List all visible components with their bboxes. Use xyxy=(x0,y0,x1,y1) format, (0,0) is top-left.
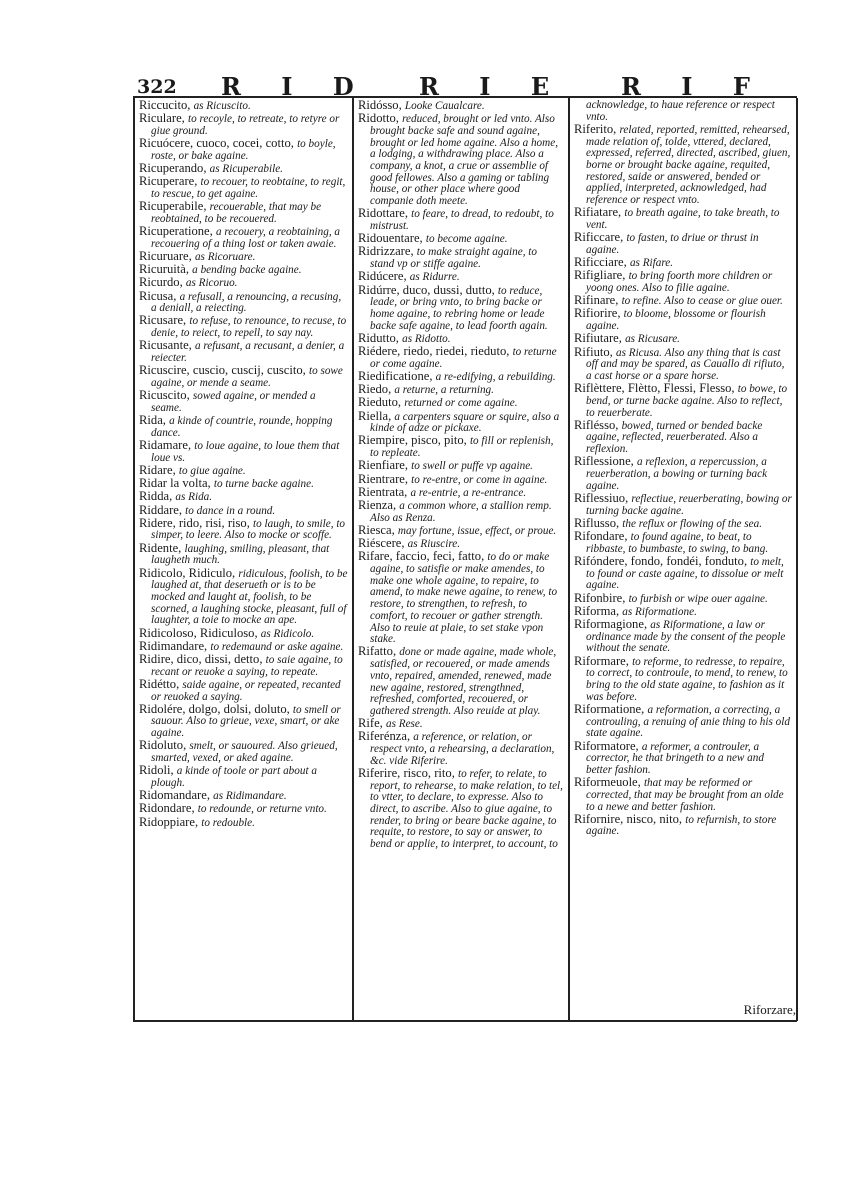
definition: as Riformatione. xyxy=(622,605,697,618)
headword: Ricuscire, cuscio, cuscij, cuscito, xyxy=(139,363,309,378)
dictionary-entry xyxy=(574,653,792,704)
definition: to refurnish, to store againe. xyxy=(586,813,777,838)
outer-rule-right xyxy=(796,98,798,1021)
text-column-1 xyxy=(139,100,348,1016)
column-heading-rid: R I D xyxy=(221,72,370,101)
headword: Ricuperatione, xyxy=(139,224,216,239)
headword: Riflessiuo, xyxy=(574,491,632,505)
headword: Rifonbire, xyxy=(574,590,629,605)
headword: Rife, xyxy=(358,716,386,731)
headword: Riformagione, xyxy=(574,617,651,632)
definition: to fill or replenish, to repleate. xyxy=(370,435,554,460)
definition: as Ricusa. Also any thing that is cast off and may be spared, as Cauallo di rifiuto, a cast horse or a spare horse. xyxy=(586,346,785,382)
dictionary-entry xyxy=(139,138,348,162)
definition: saide againe, or repeated, recanted or reuoked a saying. xyxy=(151,678,341,703)
definition: reduced, brought or led vnto. Also brought backe safe and sound againe, brought or led home againe. Also a home, a lodging, a withdrawing place. Also a company, a knot, a crue or assemblie of good fellowes. Also a gaming or tabling house, or other place where good companie doth meete. xyxy=(370,113,558,208)
header-rule xyxy=(133,96,797,98)
headword: Ricuruità, xyxy=(139,262,193,277)
dictionary-entry xyxy=(139,676,348,703)
headword: Rifinare, xyxy=(574,293,622,308)
headword: Rienfiare, xyxy=(358,458,412,473)
dictionary-entry xyxy=(358,113,564,208)
headword: Ridottare, xyxy=(358,206,412,221)
definition: as Rida. xyxy=(175,491,213,504)
dictionary-entry xyxy=(358,435,564,459)
headword: Riculare, xyxy=(139,111,188,126)
definition: to turne backe againe. xyxy=(213,478,314,491)
definition: to laugh, to smile, to simper, to leere. Also to mocke or scoffe. xyxy=(151,517,346,542)
definition: sowed againe, or mended a seame. xyxy=(151,390,316,414)
dictionary-entry xyxy=(358,500,564,524)
dictionary-entry xyxy=(574,556,792,592)
definition: a reference, or relation, or respect vnto, a rehearsing, a declaration, &c. vide Riferire. xyxy=(370,731,555,767)
headword: Riella, xyxy=(358,408,395,423)
dictionary-entry xyxy=(358,246,564,270)
definition: related, reported, remitted, rehearsed, made relation of, tolde, vttered, declared, expressed, referred, directed, ascribed, giuen, borne or brought backe againe, requited, restored, saide or answered, bended or applied, interpreted, acknowledged, had reference or respect vnto. xyxy=(586,123,791,207)
dictionary-entry xyxy=(139,701,348,740)
headword: Ridutto, xyxy=(358,330,403,345)
definition: to do or make againe, to satisfie or make amendes, to make one whole againe, to repaire, to amend, to make newe againe, to renew, to restore, to strengthen, to refresh, to comfort, to recouer or gather strength. Also to reuie at plaie, to set stake vpon stake. xyxy=(370,551,558,646)
text-column-3 xyxy=(574,100,792,1016)
headword: Riferire, risco, rito, xyxy=(358,765,459,780)
headword: Ridar la volta, xyxy=(139,476,214,491)
definition: a refusant, a recusant, a denier, a reiecter. xyxy=(151,340,345,365)
dictionary-entry xyxy=(358,208,564,232)
text-column-2 xyxy=(358,100,564,1016)
definition: as Ricoruare. xyxy=(194,250,256,263)
headword: Rienza, xyxy=(358,498,400,512)
definition: to loue againe, to loue them that loue vs. xyxy=(151,439,340,464)
definition: done or made againe, made whole, satisfied, or recouered, or made amends vnto, repaired, amended, renewed, made new againe, restored, strengthned, refreshed, comforted, recouered, or gathered strength. Also reuide at play. xyxy=(370,646,557,717)
definition: acknowledge, to haue reference or respect vnto. xyxy=(586,100,775,123)
headword: Ridúrre, duco, dussi, dutto, xyxy=(358,282,498,297)
headword: Ridire, dico, dissi, detto, xyxy=(139,651,266,666)
dictionary-entry xyxy=(574,619,792,655)
definition: to sowe againe, or mende a seame. xyxy=(151,365,343,389)
headword: Ridotto, xyxy=(358,111,403,126)
definition: as Riformatione, a law or ordinance made by the consent of the people without the senate. xyxy=(586,619,786,655)
headword: Ridicolo, Ridiculo, xyxy=(139,565,239,580)
headword: Rifare, faccio, feci, fatto, xyxy=(358,549,488,564)
definition: to breath againe, to take breath, to vent. xyxy=(586,207,780,232)
definition: to redounde, or returne vnto. xyxy=(197,803,327,816)
definition: to re-entre, or come in againe. xyxy=(411,473,548,486)
headword: Ridomandare, xyxy=(139,788,214,803)
definition: ridiculous, foolish, to be laughed at, that deserueth or is to be mocked and laught at, foolish, to be scorned, a laughing stocke, pleasant, full of laughter, a toie to mocke an ape. xyxy=(151,567,348,627)
definition: a common whore, a stallion remp. Also as Renza. xyxy=(370,500,552,524)
dictionary-entry xyxy=(574,456,792,492)
dictionary-entry xyxy=(139,651,348,678)
definition: to redemaund or aske againe. xyxy=(210,640,344,653)
dictionary-entry xyxy=(139,288,348,315)
headword: Rifiuto, xyxy=(574,344,616,359)
definition: as Ridotto. xyxy=(402,332,451,345)
definition: a reformer, a controuler, a corrector, he that bringeth to a new and better fashion. xyxy=(586,740,764,776)
dictionary-entry xyxy=(574,121,792,207)
headword: Riflésso, xyxy=(574,417,622,432)
definition: to bring foorth more children or yoong ones. Also to filie againe. xyxy=(586,270,773,295)
headword: Ridrizzare, xyxy=(358,244,417,259)
dictionary-entry xyxy=(574,417,792,456)
headword: Riéscere, xyxy=(358,536,408,551)
headword: Ricusa, xyxy=(139,288,180,303)
definition: to giue againe. xyxy=(178,464,246,477)
definition: as Ricuperabile. xyxy=(209,163,283,176)
dictionary-entry xyxy=(139,540,348,567)
definition: smelt, or sauoured. Also grieued, smarted, vexed, or aked againe. xyxy=(151,740,338,765)
definition: a re-edifying, a rebuilding. xyxy=(435,370,556,383)
headword: Rifiatare, xyxy=(574,205,625,220)
headword: Ricuperando, xyxy=(139,161,210,176)
dictionary-entry xyxy=(574,100,792,123)
dictionary-entry xyxy=(574,777,792,813)
definition: to fasten, to driue or thrust in againe. xyxy=(586,232,759,256)
headword: Ridúcere, xyxy=(358,269,410,284)
headword: Rientrata, xyxy=(358,484,411,499)
dictionary-entry xyxy=(574,531,792,555)
definition: as Ridurre. xyxy=(409,271,460,284)
headword: Ridétto, xyxy=(139,676,183,691)
headword: Riesca, xyxy=(358,522,398,537)
definition: to swell or puffe vp againe. xyxy=(411,460,533,473)
dictionary-entry xyxy=(139,415,348,439)
definition: to returne or come againe. xyxy=(370,346,557,370)
definition: to feare, to dread, to redoubt, to mistrust. xyxy=(370,208,554,233)
headword: Rida, xyxy=(139,413,170,428)
headword: Riddare, xyxy=(139,502,186,517)
definition: to furbish or wipe ouer againe. xyxy=(628,592,768,605)
dictionary-entry xyxy=(574,308,792,332)
definition: as Ridimandare. xyxy=(213,790,287,803)
definition: reflectiue, reuerberating, bowing or turning backe againe. xyxy=(586,493,792,517)
headword: Ridondare, xyxy=(139,801,198,816)
definition: to reduce, leade, or bring vnto, to bring backe or home againe, to rebring home or leade backe safe againe, to lead foorth again. xyxy=(370,284,548,332)
dictionary-entry xyxy=(139,565,348,628)
definition: as Rifare. xyxy=(629,257,674,270)
dictionary-entry xyxy=(358,282,564,333)
headword: Ridda, xyxy=(139,489,176,504)
definition: a returne, a returning. xyxy=(394,384,494,397)
headword: Riformeuole, xyxy=(574,775,644,790)
headword: Riformatore, xyxy=(574,738,642,753)
headword: Ricuruare, xyxy=(139,248,195,263)
catchword: Riforzare, xyxy=(743,1002,796,1017)
headword: Rificciare, xyxy=(574,255,630,270)
headword: Ridoluto, xyxy=(139,738,190,753)
dictionary-entry xyxy=(139,515,348,542)
definition: to recoyle, to retreate, to retyre or giue ground. xyxy=(151,113,340,137)
headword: Riferito, xyxy=(574,121,620,136)
definition: to bowe, to bend, or turne backe againe. Also to reflect, to reuerberate. xyxy=(586,383,788,419)
headword: Rifiorire, xyxy=(574,306,624,321)
headword: Ridoli, xyxy=(139,763,177,778)
headword: Ridente, xyxy=(139,540,185,555)
definition: to refuse, to renounce, to recuse, to denie, to reiect, to repell, to say nay. xyxy=(151,315,347,340)
headword: Riflessione, xyxy=(574,454,637,469)
definition: as Ricusare. xyxy=(625,333,680,346)
headword: Riflèttere, Flètto, Flessi, Flesso, xyxy=(574,381,738,396)
headword: Ridimandare, xyxy=(139,638,211,653)
headword: Rieduto, xyxy=(358,395,405,410)
definition: a re-entrie, a re-entrance. xyxy=(410,486,527,499)
dictionary-entry xyxy=(574,493,792,517)
dictionary-entry xyxy=(358,346,564,370)
headword: Riedo, xyxy=(358,382,395,397)
definition: a reformation, a correcting, a controuling, a renuing of anie thing to his old state againe. xyxy=(586,703,790,740)
headword: Riforma, xyxy=(574,603,623,618)
headword: Ricuperare, xyxy=(139,174,201,189)
dictionary-entry xyxy=(139,437,348,464)
headword: Ricuócere, cuoco, cocei, cotto, xyxy=(139,136,298,151)
dictionary-entry xyxy=(574,383,792,419)
headword: Rifondare, xyxy=(574,529,631,544)
headword: Ricuscito, xyxy=(139,388,193,403)
definition: to become againe. xyxy=(425,233,508,246)
headword: Rificcare, xyxy=(574,230,627,245)
definition: as Ridicolo. xyxy=(260,627,315,640)
definition: to recouer, to reobtaine, to regit, to rescue, to get againe. xyxy=(151,176,346,200)
definition: a recouery, a reobtaining, a recouering of a thing lost or taken awaie. xyxy=(151,226,341,250)
dictionary-entry xyxy=(574,701,792,740)
definition: a refusall, a renouncing, a recusing, a deniall, a reiecting. xyxy=(151,290,342,315)
definition: to redouble. xyxy=(201,816,255,829)
headword: Rifatto, xyxy=(358,644,400,659)
dictionary-entry xyxy=(574,232,792,256)
headword: Ricurdo, xyxy=(139,275,186,290)
dictionary-entry xyxy=(574,811,792,838)
definition: a reflexion, a repercussion, a reuerberation, a bowing or turning back againe. xyxy=(586,456,768,492)
headword: Ridósso, xyxy=(358,100,405,112)
dictionary-entry xyxy=(139,201,348,225)
dictionary-entry xyxy=(574,207,792,231)
definition: as Rese. xyxy=(385,718,423,731)
definition: to refine. Also to cease or giue ouer. xyxy=(621,295,783,308)
dictionary-entry xyxy=(139,226,348,250)
headword: Ricusante, xyxy=(139,338,195,353)
dictionary-entry xyxy=(139,340,348,364)
definition: that may be reformed or corrected, that may be brought from an olde to a newe and better fashion. xyxy=(586,777,784,813)
headword: Ricuperabile, xyxy=(139,199,210,214)
headword: Riformatione, xyxy=(574,701,648,716)
column-heading-rie: R I E xyxy=(419,72,566,101)
headword: Ridicoloso, Ridiculoso, xyxy=(139,625,261,640)
definition: as Ricuscito. xyxy=(193,100,251,112)
dictionary-entry xyxy=(574,344,792,383)
dictionary-entry xyxy=(139,765,348,789)
outer-rule-left xyxy=(133,98,135,1021)
headword: Rientrare, xyxy=(358,471,412,486)
dictionary-entry xyxy=(139,365,348,389)
definition: recouerable, that may be reobtained, to be recouered. xyxy=(151,201,322,225)
definition: the reflux or flowing of the sea. xyxy=(622,517,763,530)
definition: to boyle, roste, or bake againe. xyxy=(151,138,336,162)
dictionary-entry xyxy=(574,738,792,777)
headword: Rifigliare, xyxy=(574,268,629,283)
definition: as Riuscire. xyxy=(407,538,461,551)
headword: Rifiutare, xyxy=(574,331,626,346)
definition: a kinde of toole or part about a plough. xyxy=(151,765,317,789)
definition: bowed, turned or bended backe againe, reflected, reuerberated. Also a reflexion. xyxy=(586,419,763,456)
dictionary-entry xyxy=(358,646,564,717)
headword: Riccucito, xyxy=(139,100,194,112)
headword: Riempire, pisco, pito, xyxy=(358,433,470,448)
definition: to found againe, to beat, to ribbaste, to bumbaste, to swing, to bang. xyxy=(586,531,769,555)
dictionary-entry xyxy=(139,814,348,830)
headword: Ridare, xyxy=(139,462,179,477)
dictionary-entry xyxy=(139,390,348,414)
page-number: 322 xyxy=(137,76,177,98)
dictionary-entry xyxy=(139,315,348,339)
column-divider-2 xyxy=(568,98,570,1021)
column-heading-rif: R I F xyxy=(621,72,766,101)
headword: Rifornire, nisco, nito, xyxy=(574,811,686,826)
definition: a kinde of countrie, rounde, hopping dance. xyxy=(151,415,333,439)
headword: Ridere, rido, risi, riso, xyxy=(139,515,254,530)
dictionary-entry xyxy=(358,731,564,767)
headword: Riformare, xyxy=(574,653,633,668)
headword: Rifóndere, fondo, fondéi, fonduto, xyxy=(574,554,751,569)
dictionary-entry xyxy=(358,551,564,646)
definition: Looke Caualcare. xyxy=(404,100,485,112)
dictionary-entry xyxy=(358,765,564,851)
headword: Riédere, riedo, riedei, rieduto, xyxy=(358,344,513,359)
headword: Ridouentare, xyxy=(358,231,426,246)
dictionary-entry xyxy=(139,740,348,764)
definition: to bloome, blossome or flourish againe. xyxy=(586,308,766,333)
definition: as Ricoruo. xyxy=(185,277,238,290)
column-divider-1 xyxy=(352,98,354,1021)
headword: Ridoppiare, xyxy=(139,814,202,829)
definition: to reforme, to redresse, to repaire, to correct, to controule, to mend, to renew, to bring to the old state againe, to fashion as it was before. xyxy=(586,655,788,703)
headword: Riedificatione, xyxy=(358,368,436,383)
dictionary-entry xyxy=(139,113,348,137)
definition: may fortune, issue, effect, or proue. xyxy=(397,524,557,537)
headword: Ridamare, xyxy=(139,437,195,452)
headword: Riflusso, xyxy=(574,515,623,530)
dictionary-entry xyxy=(574,270,792,294)
definition: a bending backe againe. xyxy=(192,264,302,277)
footer-rule xyxy=(133,1020,797,1022)
definition: laughing, smiling, pleasant, that laugheth much. xyxy=(151,542,330,567)
definition: a carpenters square or squire, also a kinde of adze or pickaxe. xyxy=(370,410,560,435)
definition: to saie againe, to recant or reuoke a saying, to repeate. xyxy=(151,653,343,678)
definition: to make straight againe, to stand vp or stiffe againe. xyxy=(370,246,538,271)
dictionary-entry xyxy=(358,408,564,435)
headword: Riferénza, xyxy=(358,729,414,744)
headword: Ricusare, xyxy=(139,313,190,328)
definition: to smell or sauour. Also to grieue, vexe, smart, or ake againe. xyxy=(151,703,341,740)
definition: to melt, to found or caste againe, to dissolue or melt againe. xyxy=(586,556,784,592)
definition: to refer, to relate, to report, to rehearse, to make relation, to tel, to vtter, to declare, to expresse. Also to direct, to ascribe. Also to giue againe, to render, to bring or beare backe againe, to requite, to restore, to say or answer, to bend or applie, to interpret, to account, to xyxy=(370,767,563,851)
definition: returned or come againe. xyxy=(404,397,518,410)
headword: Ridolére, dolgo, dolsi, doluto, xyxy=(139,701,293,716)
definition: to dance in a round. xyxy=(185,504,276,517)
dictionary-entry xyxy=(139,176,348,200)
